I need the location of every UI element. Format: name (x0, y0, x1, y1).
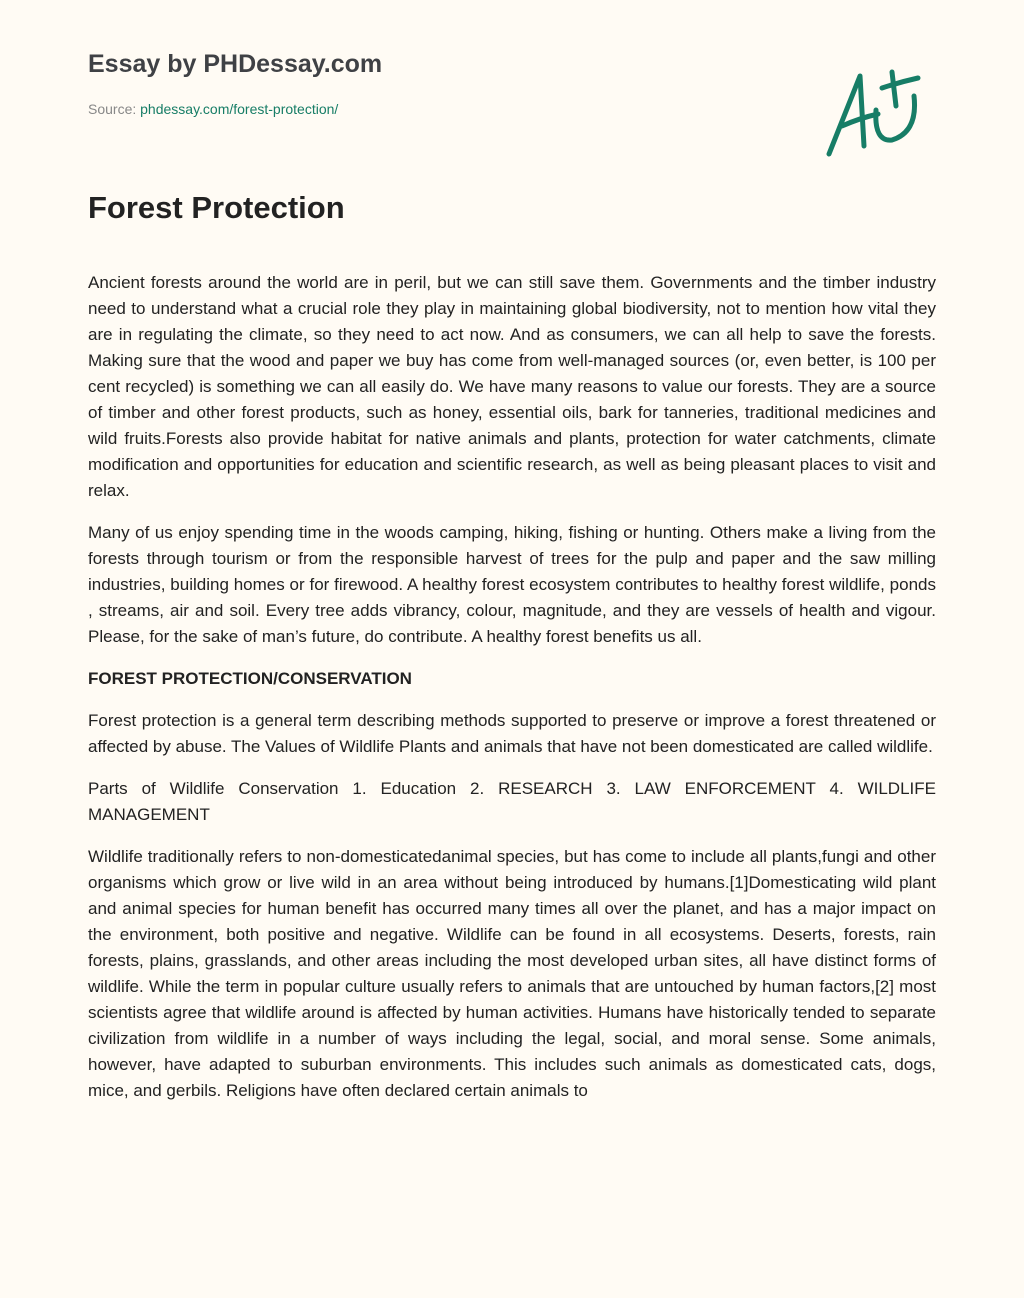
paragraph: Forest protection is a general term describing methods supported to preserve or improve a forest threatened or affected by abuse. The Values of Wildlife Plants and animals that have not been domesticated are called wildlife. (88, 711, 936, 756)
paragraph: Parts of Wildlife Conservation 1. Education 2. RESEARCH 3. LAW ENFORCEMENT 4. WILDLIFE MANAGEMENT (88, 779, 936, 824)
source-link[interactable]: phdessay.com/forest-protection/ (140, 101, 339, 117)
essay-title: Forest Protection (88, 190, 345, 225)
source-label: Source: (88, 101, 137, 117)
a-plus-logo-icon (820, 62, 930, 167)
section-heading: FOREST PROTECTION/CONSERVATION (88, 669, 412, 688)
paragraph: Ancient forests around the world are in peril, but we can still save them. Governments and the timber industry need to understand what a crucial role they play in maintaining global biodiversity, not to mention how vital they are in regulating the climate, so they need to act now. And as consumers, we can all help to save the forests. Making sure that the wood and paper we buy has come from well-managed sources (or, even better, is 100 per cent recycled) is something we can all easily do. We have many reasons to value our forests. They are a source of timber and other forest products, such as honey, essential oils, bark for tanneries, traditional medicines and wild fruits.Forests also provide habitat for native animals and plants, protection for water catchments, climate modification and opportunities for education and scientific research, as well as being pleasant places to visit and relax. (88, 273, 936, 500)
paragraph: Wildlife traditionally refers to non-domesticatedanimal species, but has come to include all plants,fungi and other organisms which grow or live wild in an area without being introduced by humans.[1]Domesticating wild plant and animal species for human benefit has occurred many times all over the planet, and has a major impact on the environment, both positive and negative. Wildlife can be found in all ecosystems. Deserts, forests, rain forests, plains, grasslands, and other areas including the most developed urban sites, all have distinct forms of wildlife. While the term in popular culture usually refers to animals that are untouched by human factors,[2] most scientists agree that wildlife around is affected by human activities. Humans have historically tended to separate civilization from wildlife in a number of ways including the legal, social, and moral sense. Some animals, however, have adapted to suburban environments. This includes such animals as domesticated cats, dogs, mice, and gerbils. Religions have often declared certain animals to (88, 847, 936, 1100)
essay-body (88, 270, 936, 1120)
source-line (88, 101, 338, 117)
site-title: Essay by PHDessay.com (88, 50, 383, 78)
paragraph: Many of us enjoy spending time in the woods camping, hiking, fishing or hunting. Others make a living from the forests through tourism or from the responsible harvest of trees for the pulp and paper and the saw milling industries, building homes or for firewood. A healthy forest ecosystem contributes to healthy forest wildlife, ponds , streams, air and soil. Every tree adds vibrancy, colour, magnitude, and they are vessels of health and vigour. Please, for the sake of man’s future, do contribute. A healthy forest benefits us all. (88, 523, 936, 646)
